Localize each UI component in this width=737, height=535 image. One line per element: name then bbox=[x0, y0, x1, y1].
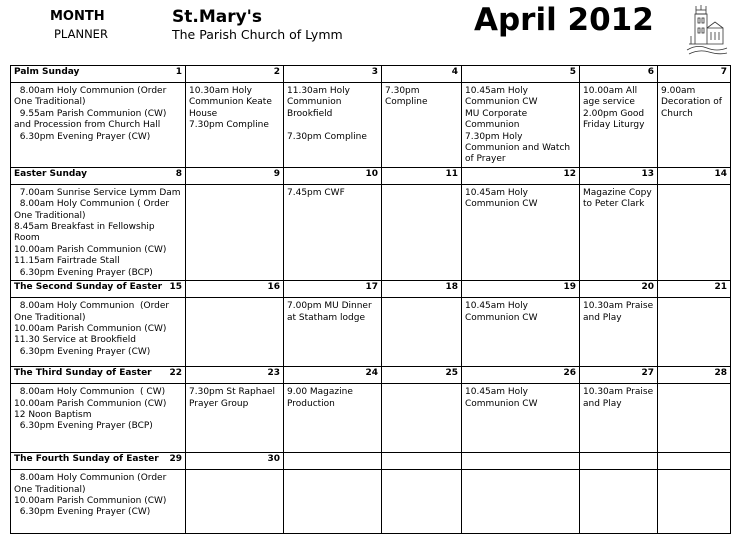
day-events-cell bbox=[284, 184, 382, 280]
event-entry: MU Corporate Communion bbox=[465, 108, 531, 131]
event-entry: 7.30pm Holy Communion and Watch of Prayer bbox=[465, 131, 573, 165]
day-events-cell bbox=[462, 298, 580, 367]
day-events-cell bbox=[186, 384, 284, 453]
day-events-cell bbox=[11, 298, 186, 367]
event-entry: 12 Noon Baptism bbox=[14, 409, 92, 420]
day-header-cell bbox=[462, 281, 580, 298]
day-number: 12 bbox=[563, 168, 576, 179]
day-number: 14 bbox=[714, 168, 727, 179]
day-events-cell bbox=[462, 184, 580, 280]
event-entry bbox=[287, 120, 378, 131]
day-number: 6 bbox=[647, 67, 654, 77]
day-number: 21 bbox=[714, 282, 727, 293]
day-events-cell bbox=[382, 184, 462, 280]
page-title: April 2012 bbox=[474, 2, 654, 38]
day-events-cell bbox=[580, 298, 658, 367]
day-number: 15 bbox=[169, 282, 182, 293]
day-header-cell bbox=[11, 281, 186, 298]
event-entry: 7.00pm MU Dinner at Statham lodge bbox=[287, 301, 375, 323]
day-events-cell bbox=[658, 298, 731, 367]
day-header-cell bbox=[658, 281, 731, 298]
day-header-cell bbox=[11, 66, 186, 83]
day-header-cell bbox=[658, 66, 731, 83]
event-entry: 8.00am Holy Communion ( Order One Traditional) bbox=[14, 199, 173, 221]
calendar-grid bbox=[10, 65, 731, 534]
day-header-cell bbox=[382, 453, 462, 470]
day-header-cell bbox=[11, 167, 186, 184]
day-events-cell bbox=[658, 83, 731, 168]
week-header-row bbox=[11, 367, 731, 384]
event-entry: 10.45am Holy Communion CW bbox=[465, 187, 538, 210]
day-number: 7 bbox=[720, 67, 727, 77]
header-planner-label: PLANNER bbox=[54, 27, 108, 41]
event-entry: 2.00pm Good Friday Liturgy bbox=[583, 108, 647, 131]
day-header-cell bbox=[284, 66, 382, 83]
day-number: 17 bbox=[365, 282, 378, 293]
day-events-cell bbox=[580, 470, 658, 534]
event-entry: 7.30pm Compline bbox=[287, 131, 367, 142]
event-entry: 9.00am Decoration of Church bbox=[661, 86, 725, 119]
week-header-row bbox=[11, 453, 731, 470]
event-entry: 6.30pm Evening Prayer (CW) bbox=[14, 131, 151, 142]
day-number: 9 bbox=[273, 168, 280, 179]
event-entry: 6.30pm Evening Prayer (BCP) bbox=[14, 421, 153, 432]
day-number: 25 bbox=[445, 368, 458, 379]
week-header-row bbox=[11, 167, 731, 184]
day-number: 3 bbox=[371, 67, 378, 77]
day-header-cell bbox=[186, 367, 284, 384]
day-number: 30 bbox=[267, 454, 280, 465]
day-number: 16 bbox=[267, 282, 280, 293]
event-entry: 10.30am Praise and Play bbox=[583, 387, 656, 409]
event-entry: 10.00am Parish Communion (CW) bbox=[14, 244, 167, 255]
event-entry: 7.30pm Compline bbox=[189, 120, 269, 131]
day-header-cell bbox=[186, 66, 284, 83]
day-events-cell bbox=[11, 83, 186, 168]
day-number: 11 bbox=[445, 168, 458, 179]
week-events-row bbox=[11, 83, 731, 168]
event-entry: 6.30pm Evening Prayer (CW) bbox=[14, 507, 151, 518]
day-number: 1 bbox=[175, 67, 182, 77]
day-events-cell bbox=[580, 83, 658, 168]
day-header-cell bbox=[382, 167, 462, 184]
day-number: 2 bbox=[273, 67, 280, 77]
event-entry: 9.55am Parish Communion (CW) and Procession from Church Hall bbox=[14, 108, 170, 131]
day-events-cell bbox=[658, 384, 731, 453]
event-entry: 10.00am Parish Communion (CW) bbox=[14, 495, 167, 506]
day-events-cell bbox=[580, 184, 658, 280]
day-header-cell bbox=[580, 367, 658, 384]
day-header-cell bbox=[284, 281, 382, 298]
week-header-row bbox=[11, 66, 731, 83]
day-header-cell bbox=[580, 66, 658, 83]
event-entry: 8.00am Holy Communion ( CW) bbox=[14, 387, 166, 398]
day-label: The Fourth Sunday of Easter bbox=[14, 454, 159, 465]
day-number: 27 bbox=[641, 368, 654, 379]
day-header-cell bbox=[284, 367, 382, 384]
week-events-row bbox=[11, 470, 731, 534]
day-events-cell bbox=[284, 384, 382, 453]
day-events-cell bbox=[284, 298, 382, 367]
event-entry: 6.30pm Evening Prayer (CW) bbox=[14, 346, 151, 357]
day-header-cell bbox=[580, 281, 658, 298]
day-events-cell bbox=[186, 184, 284, 280]
day-events-cell bbox=[186, 470, 284, 534]
day-events-cell bbox=[284, 470, 382, 534]
day-label: Palm Sunday bbox=[14, 67, 80, 77]
day-events-cell bbox=[462, 470, 580, 534]
event-entry: 11.30am Holy Communion Brookfield bbox=[287, 86, 353, 119]
event-entry: 10.45am Holy Communion CW bbox=[465, 387, 538, 409]
day-events-cell bbox=[658, 184, 731, 280]
day-number: 24 bbox=[365, 368, 378, 379]
day-header-cell bbox=[186, 167, 284, 184]
parish-name: The Parish Church of Lymm bbox=[172, 27, 343, 42]
day-number: 26 bbox=[563, 368, 576, 379]
day-number: 13 bbox=[641, 168, 654, 179]
event-entry: 7.45pm CWF bbox=[287, 187, 345, 198]
day-header-cell bbox=[658, 453, 731, 470]
event-entry: 10.45am Holy Communion CW bbox=[465, 301, 538, 323]
event-entry: 7.30pm Compline bbox=[385, 86, 428, 108]
day-events-cell bbox=[382, 384, 462, 453]
day-label: The Third Sunday of Easter bbox=[14, 368, 152, 379]
day-header-cell bbox=[284, 167, 382, 184]
day-header-cell bbox=[462, 167, 580, 184]
event-entry: 10.30am Praise and Play bbox=[583, 301, 656, 323]
day-header-cell bbox=[382, 66, 462, 83]
day-events-cell bbox=[11, 384, 186, 453]
header-month-label: MONTH bbox=[50, 9, 105, 24]
day-header-cell bbox=[658, 367, 731, 384]
day-number: 10 bbox=[365, 168, 378, 179]
day-header-cell bbox=[580, 453, 658, 470]
day-header-cell bbox=[462, 367, 580, 384]
day-events-cell bbox=[11, 470, 186, 534]
day-events-cell bbox=[462, 384, 580, 453]
day-number: 8 bbox=[175, 168, 182, 179]
day-header-cell bbox=[462, 66, 580, 83]
event-entry: 11.30 Service at Brookfield bbox=[14, 335, 136, 346]
church-name: St.Mary's bbox=[172, 7, 263, 27]
day-number: 28 bbox=[714, 368, 727, 379]
week-events-row bbox=[11, 298, 731, 367]
day-header-cell bbox=[580, 167, 658, 184]
week-events-row bbox=[11, 384, 731, 453]
day-header-cell bbox=[186, 453, 284, 470]
day-number: 5 bbox=[569, 67, 576, 77]
day-events-cell bbox=[284, 83, 382, 168]
day-number: 29 bbox=[169, 454, 182, 465]
day-events-cell bbox=[658, 470, 731, 534]
day-number: 23 bbox=[267, 368, 280, 379]
day-events-cell bbox=[462, 83, 580, 168]
day-header-cell bbox=[284, 453, 382, 470]
day-events-cell bbox=[382, 298, 462, 367]
event-entry: 10.00am All age service bbox=[583, 86, 640, 108]
event-entry: 7.00am Sunrise Service Lymm Dam bbox=[14, 187, 181, 198]
event-entry: 10.45am Holy Communion CW bbox=[465, 86, 538, 108]
day-header-cell bbox=[11, 453, 186, 470]
day-events-cell bbox=[186, 83, 284, 168]
week-header-row bbox=[11, 281, 731, 298]
day-label: The Second Sunday of Easter bbox=[14, 282, 163, 293]
event-entry: 8.00am Holy Communion (Order One Traditional) bbox=[14, 301, 173, 323]
day-number: 19 bbox=[563, 282, 576, 293]
week-events-row bbox=[11, 184, 731, 280]
day-events-cell bbox=[382, 83, 462, 168]
event-entry: 10.00am Parish Communion (CW) bbox=[14, 323, 167, 334]
day-header-cell bbox=[462, 453, 580, 470]
event-entry: 8.00am Holy Communion (Order One Traditional) bbox=[14, 86, 170, 108]
event-entry: 11.15am Fairtrade Stall bbox=[14, 256, 120, 267]
day-header-cell bbox=[382, 367, 462, 384]
event-entry: Magazine Copy to Peter Clark bbox=[583, 187, 655, 210]
event-entry: 8.45am Breakfast in Fellowship Room bbox=[14, 222, 158, 244]
day-header-cell bbox=[658, 167, 731, 184]
event-entry: 9.00 Magazine Production bbox=[287, 387, 356, 409]
day-header-cell bbox=[11, 367, 186, 384]
day-events-cell bbox=[186, 298, 284, 367]
day-number: 20 bbox=[641, 282, 654, 293]
day-events-cell bbox=[11, 184, 186, 280]
day-number: 18 bbox=[445, 282, 458, 293]
day-header-cell bbox=[382, 281, 462, 298]
day-header-cell bbox=[186, 281, 284, 298]
church-logo-icon bbox=[685, 4, 729, 56]
event-entry: 10.30am Holy Communion Keate House bbox=[189, 86, 275, 119]
day-events-cell bbox=[382, 470, 462, 534]
event-entry: 7.30pm St Raphael Prayer Group bbox=[189, 387, 278, 409]
day-label: Easter Sunday bbox=[14, 168, 87, 179]
event-entry: 10.00am Parish Communion (CW) bbox=[14, 398, 167, 409]
day-number: 22 bbox=[169, 368, 182, 379]
event-entry: 6.30pm Evening Prayer (BCP) bbox=[14, 267, 153, 278]
event-entry: 8.00am Holy Communion (Order One Traditional) bbox=[14, 473, 170, 495]
day-events-cell bbox=[580, 384, 658, 453]
day-number: 4 bbox=[451, 67, 458, 77]
